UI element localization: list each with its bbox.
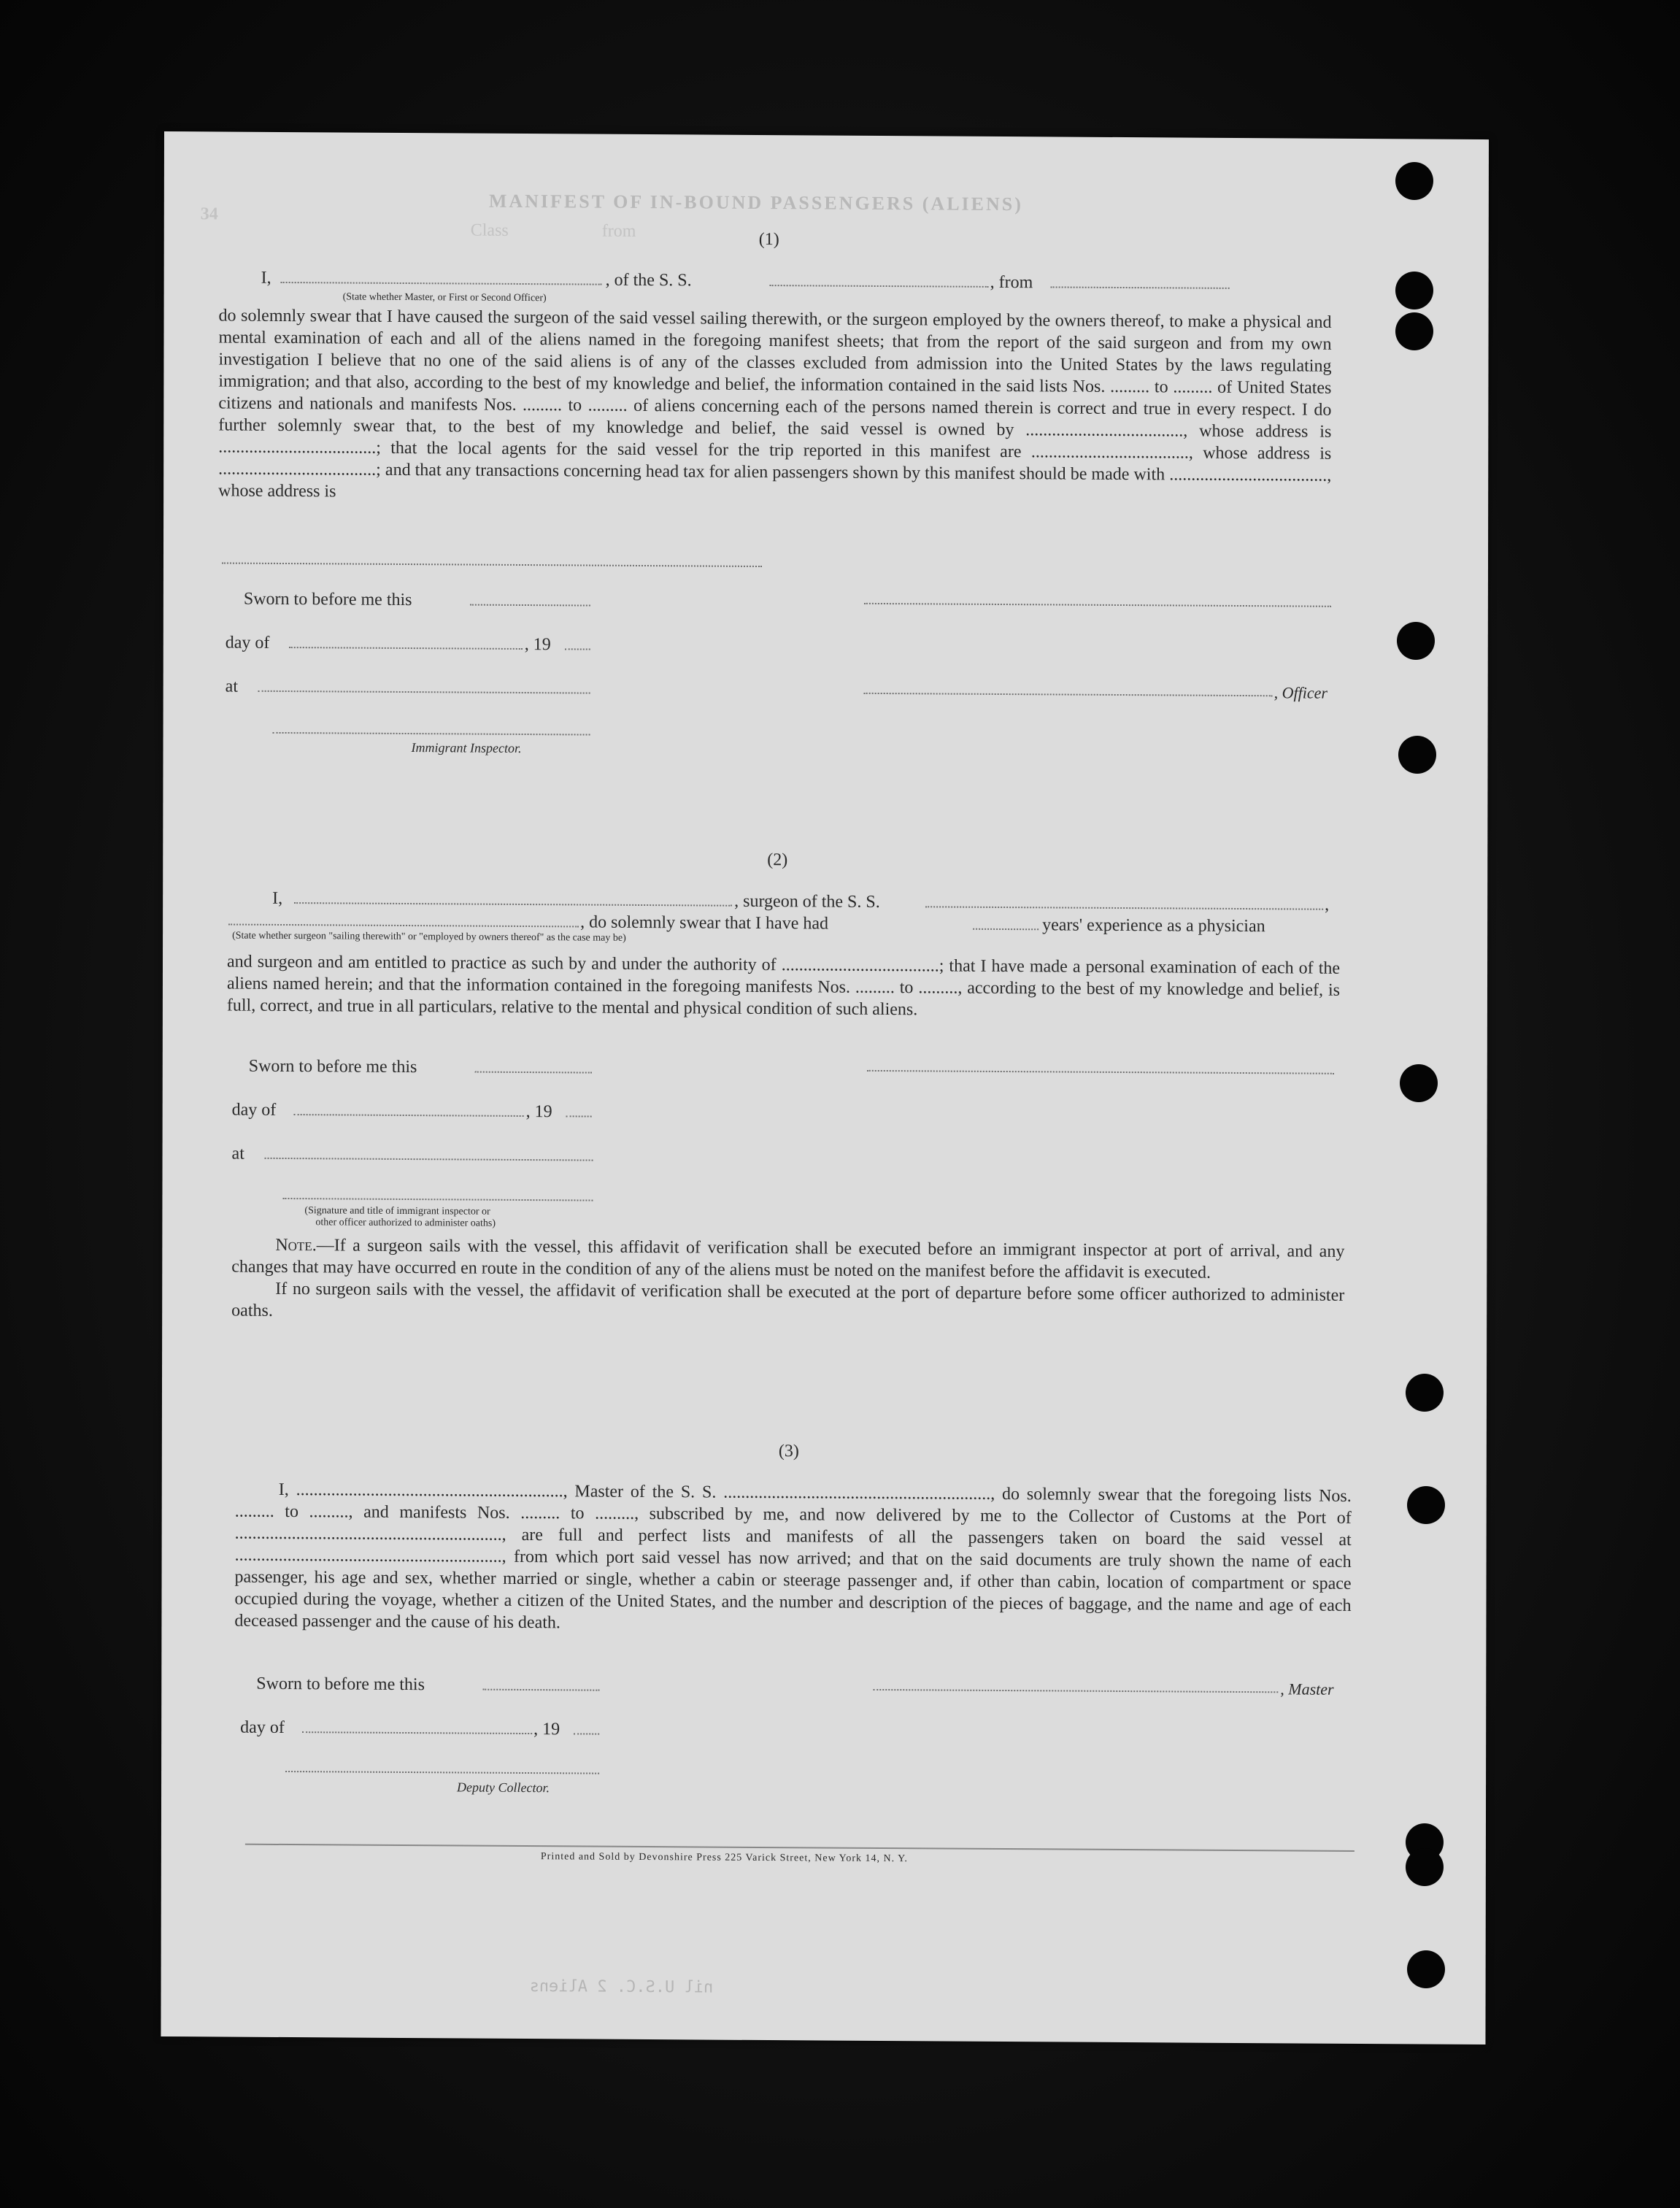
bleed-through-stamp (530, 1977, 714, 1997)
binder-hole (1407, 1950, 1445, 1988)
s2-year-line[interactable] (566, 1115, 592, 1117)
s1-from-label: , from (990, 272, 1033, 293)
section-1-number: (1) (758, 229, 779, 250)
s2-note-label: Note. (275, 1235, 317, 1255)
s2-surgeon-note: (State whether surgeon "sailing therewith" or "employed by owners thereof" as the case may be) (232, 930, 626, 944)
binder-hole (1406, 1374, 1444, 1412)
s1-day-of-label: day of (225, 633, 270, 653)
s1-at-label: at (225, 677, 239, 696)
s1-address-line[interactable] (222, 562, 762, 567)
s3-oath-text: I, ............................................................., Master of the S. S. ............................................................., do solemnly swear that the foregoing lists Nos. ......... to ........., and manifests Nos. ......... to ........., subscribed by me, and now delivered by me to the Collector of Customs at the Port of ............................................................., are full and perfect lists and manifests of all the passengers taken on board the said vessel at ............................................................., from which port said vessel has now arrived; and that on the said documents are truly shown the name of each passenger, his age and sex, whether married or single, whether a cabin or steerage passenger and, if other than cabin, location of compartment or space occupied during the voyage, whether a citizen of the United States, and the number and description of the pieces of baggage, and the name and age of each deceased passenger and the cause of his death. (234, 1480, 1352, 1633)
s1-inspector-caption: Immigrant Inspector. (411, 740, 522, 755)
class-label-bleed: Class (470, 220, 509, 240)
s2-note-text-1: —If a surgeon sails with the vessel, this affidavit of verification shall be executed before an immigrant inspector at port of arrival, and any changes that may have occurred en route in the condition of any of the aliens must be noted on the manifest before the affidavit is executed. (231, 1236, 1345, 1282)
s2-note-text-2: If no surgeon sails with the vessel, the affidavit of verification shall be executed at the port of departure before some officer authorized to administer oaths. (231, 1279, 1345, 1320)
s2-comma: , (1325, 895, 1330, 915)
s2-day-of-label: day of (231, 1100, 277, 1120)
s2-at-label: at (231, 1144, 244, 1163)
s3-deputy-caption: Deputy Collector. (457, 1780, 550, 1796)
section-3-number: (3) (778, 1442, 799, 1461)
s1-year-line[interactable] (565, 648, 590, 650)
s2-years-line[interactable] (973, 928, 1039, 931)
s1-inspector-signature-line[interactable] (273, 732, 590, 736)
s3-year-line[interactable] (574, 1733, 599, 1734)
s2-years-text: years' experience as a physician (1042, 915, 1265, 936)
s3-sworn-line[interactable] (482, 1689, 599, 1691)
s1-officer-line[interactable] (864, 693, 1273, 696)
manifest-sheet (161, 131, 1489, 2044)
s2-oath-text: and surgeon and am entitled to practice as such by and under the authority of ....................................; that I have made a personal examination of each of the aliens named herein; and that the information contained in the foregoing manifests Nos. ......... to ........., according to the best of my knowledge and belief, is full, correct, and true in all particulars, relative to the mental and physical condition of such aliens. (226, 952, 1341, 1020)
s3-master-signature-line[interactable] (873, 1689, 1278, 1693)
s1-at-line[interactable] (258, 691, 590, 694)
s2-sig-caption-1: (Signature and title of immigrant inspector or (304, 1205, 490, 1218)
s2-note-paragraph (231, 1234, 1344, 1328)
binder-hole (1397, 622, 1435, 660)
s1-vessel-line[interactable] (770, 285, 989, 288)
s1-day-line[interactable] (289, 647, 523, 650)
s1-sworn-label: Sworn to before me this (243, 589, 412, 610)
s1-officer-signature-line[interactable] (864, 603, 1331, 607)
binder-hole (1395, 162, 1433, 200)
s1-officer-name-line[interactable] (281, 282, 602, 285)
binder-hole (1398, 736, 1436, 774)
footer-rule (245, 1844, 1355, 1852)
s2-day-line[interactable] (294, 1114, 524, 1117)
s3-master-label: , Master (1280, 1680, 1334, 1699)
printer-credit: Printed and Sold by Devonshire Press 225 Varick Street, New York 14, N. Y. (540, 1851, 908, 1865)
s1-sworn-line[interactable] (470, 604, 590, 607)
binder-hole (1407, 1486, 1445, 1524)
bleed-through-text: nil U.S.C. 2 Aliens (529, 1977, 714, 1997)
s3-day-of-label: day of (240, 1717, 285, 1737)
s2-surgeon-name-line[interactable] (294, 902, 732, 907)
s2-i-label: I, (272, 888, 283, 908)
s3-year-label: , 19 (533, 1720, 560, 1739)
s2-oath-paragraph (227, 951, 1340, 1023)
s2-signature-line[interactable] (867, 1070, 1334, 1074)
s1-i-label: I, (261, 268, 271, 288)
s1-ss-label: , of the S. S. (605, 270, 692, 291)
s2-sworn-line[interactable] (475, 1072, 592, 1074)
s1-from-line[interactable] (1051, 286, 1230, 288)
s1-officer-label: , Officer (1274, 683, 1328, 702)
binder-hole (1400, 1064, 1438, 1102)
from-label-bleed: from (601, 221, 636, 241)
s1-oath-paragraph (218, 304, 1331, 508)
s2-sig-caption-2: other officer authorized to administer oaths) (315, 1217, 496, 1229)
s2-sworn-label: Sworn to before me this (248, 1056, 417, 1077)
page-number-bleed: 34 (200, 204, 218, 224)
s3-oath-paragraph (234, 1479, 1351, 1639)
s3-deputy-signature-line[interactable] (285, 1771, 599, 1774)
s2-year-label: , 19 (525, 1102, 552, 1122)
s1-year-label: , 19 (524, 635, 551, 655)
s2-swear-text: , do solemnly swear that I have had (580, 912, 829, 934)
binder-hole (1406, 1848, 1444, 1886)
s2-at-line[interactable] (265, 1158, 593, 1161)
s3-sworn-label: Sworn to before me this (256, 1674, 425, 1695)
binder-hole (1395, 272, 1433, 309)
s2-employment-line[interactable] (228, 924, 579, 928)
section-2-number: (2) (767, 850, 788, 870)
s1-master-note: (State whether Master, or First or Second Officer) (342, 291, 547, 304)
form-title-bleed: MANIFEST OF IN-BOUND PASSENGERS (ALIENS) (488, 190, 1023, 215)
s2-surgeon-label: , surgeon of the S. S. (734, 891, 880, 912)
s2-inspector-signature-line[interactable] (282, 1198, 593, 1201)
s1-oath-text: do solemnly swear that I have caused the surgeon of the said vessel sailing therewith, or the surgeon employed by the owners thereof, to make a physical and mental examination of each and all of the aliens named in the foregoing manifest sheets; that from the report of the said surgeon and from my own investigation I believe that no one of the said aliens is of any of the classes excluded from admission into the United States by the laws regulating immigration; and that also, according to the best of my knowledge and belief, the information contained in the said lists Nos. ......... to ......... of United States citizens and nationals and manifests Nos. ......... to ......... of aliens concerning each of the persons named therein is correct and true in every respect. I do further solemnly swear that, to the best of my knowledge and belief, the said vessel is owned by ...................................., whose address is ....................................; that the local agents for the said vessel for the trip reported in this manifest are ...................................., whose address is ....................................; and that any transactions concerning head tax for alien passengers shown by this manifest should be made with ...................................., whose address is (218, 306, 1332, 501)
s3-day-line[interactable] (302, 1731, 532, 1734)
s2-vessel-line[interactable] (925, 906, 1323, 909)
binder-hole (1395, 312, 1433, 350)
